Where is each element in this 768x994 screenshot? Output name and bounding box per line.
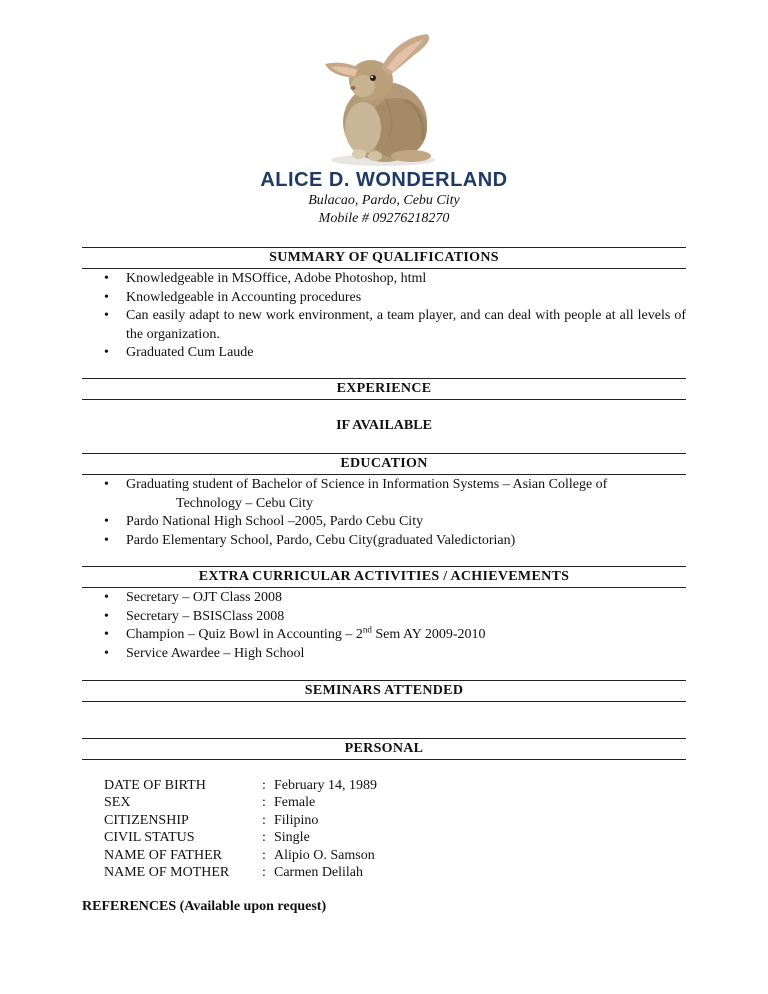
personal-label: NAME OF MOTHER (104, 865, 230, 881)
education-list (82, 476, 686, 550)
table-row (104, 847, 377, 864)
personal-value: Carmen Delilah (274, 865, 364, 881)
personal-label: CIVIL STATUS (104, 830, 195, 846)
personal-label: DATE OF BIRTH (104, 778, 206, 793)
personal-info-table (104, 777, 377, 881)
profile-photo-rabbit (285, 20, 461, 168)
colon-separator: : (262, 847, 266, 863)
table-row (104, 812, 377, 829)
colon-separator: : (262, 865, 266, 881)
references-note: REFERENCES (Available upon request) (82, 899, 327, 914)
personal-value: February 14, 1989 (274, 778, 378, 793)
colon-separator: : (262, 778, 266, 793)
section-header-summary: SUMMARY OF QUALIFICATIONS (82, 247, 686, 269)
list-item: • Knowledgeable in Accounting procedures (82, 289, 686, 308)
section-header-personal: PERSONAL (82, 738, 686, 760)
section-header-experience: EXPERIENCE (82, 378, 686, 400)
list-item: • Pardo National High School –2005, Pardo Cebu City (82, 513, 686, 532)
colon-separator: : (262, 830, 266, 846)
experience-note: IF AVAILABLE (336, 418, 432, 433)
personal-label: CITIZENSHIP (104, 812, 189, 828)
education-line: Graduating student of Bachelor of Science in Information Systems – Asian College of (126, 477, 608, 492)
list-item (82, 476, 686, 513)
section-header-activities: EXTRA CURRICULAR ACTIVITIES / ACHIEVEMENTS (82, 566, 686, 588)
personal-value: Single (274, 830, 310, 846)
education-line-continued: Technology – Cebu City (176, 495, 314, 511)
summary-list (82, 270, 686, 363)
personal-value: Alipio O. Samson (274, 847, 375, 863)
champion-superscript: nd (362, 624, 372, 635)
list-item: • Can easily adapt to new work environment, a team player, and can deal with people at all levels of the organization. (82, 307, 686, 344)
applicant-name: ALICE D. WONDERLAND (260, 169, 508, 191)
colon-separator: : (262, 812, 266, 828)
table-row (104, 794, 377, 811)
champion-text: Champion – Quiz Bowl in Accounting – 2 (126, 627, 363, 642)
list-item: • Secretary – BSISClass 2008 (82, 608, 686, 627)
section-header-seminars: SEMINARS ATTENDED (82, 680, 686, 702)
personal-value: Filipino (274, 812, 319, 828)
list-item: • Secretary – OJT Class 2008 (82, 589, 686, 608)
table-row (104, 777, 377, 794)
list-item: • Graduated Cum Laude (82, 344, 686, 363)
activities-list (82, 589, 686, 663)
section-header-education: EDUCATION (82, 453, 686, 475)
table-row (104, 829, 377, 846)
list-item: • Service Awardee – High School (82, 645, 686, 664)
personal-label: SEX (104, 795, 131, 811)
list-item (82, 626, 686, 645)
personal-value: Female (274, 795, 316, 811)
address: Bulacao, Pardo, Cebu City (308, 193, 460, 208)
list-item: • Pardo Elementary School, Pardo, Cebu City(graduated Valedictorian) (82, 532, 686, 551)
personal-label: NAME OF FATHER (104, 847, 222, 863)
mobile-number: Mobile # 09276218270 (318, 211, 450, 226)
list-item: • Knowledgeable in MSOffice, Adobe Photoshop, html (82, 270, 686, 289)
table-row (104, 864, 377, 881)
champion-text-suffix: Sem AY 2009-2010 (371, 627, 486, 642)
colon-separator: : (262, 795, 266, 811)
